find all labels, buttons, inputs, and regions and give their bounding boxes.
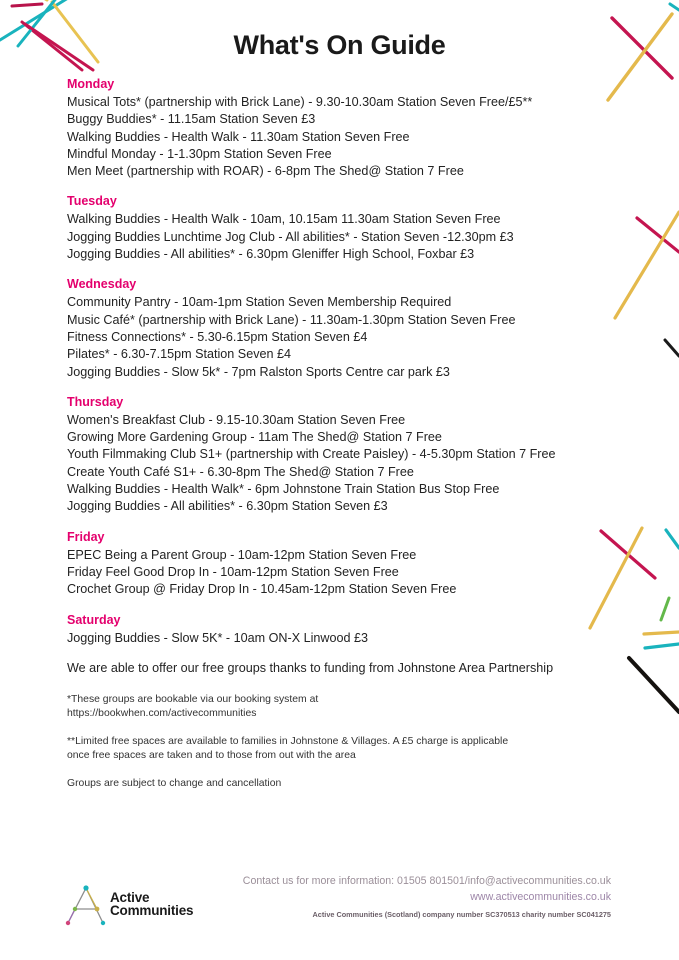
note-paragraph	[67, 777, 612, 791]
day-heading-wednesday: Wednesday	[67, 277, 137, 292]
day-heading-friday: Friday	[67, 529, 105, 544]
day-heading-monday: Monday	[67, 77, 115, 91]
event-line: Friday Feel Good Drop In - 10am-12pm Station Seven Free	[67, 564, 399, 579]
event-line: Crochet Group @ Friday Drop In - 10.45am-12pm Station Seven Free	[67, 582, 457, 597]
event-line: Jogging Buddies - All abilities* - 6.30pm Station Seven £3	[67, 499, 388, 514]
contact-block	[181, 874, 611, 922]
event-line: Women's Breakfast Club - 9.15-10.30am Station Seven Free	[67, 412, 406, 427]
logo-line-communities: Communities	[110, 903, 194, 918]
funding-note: We are able to offer our free groups thanks to funding from Johnstone Area Partnership	[67, 660, 554, 675]
note-paragraph	[67, 735, 612, 763]
contact-info: Contact us for more information: 01505 801501/info@activecommunities.co.uk	[242, 875, 611, 887]
day-block	[67, 612, 612, 647]
note-paragraph	[67, 693, 612, 721]
page-footer	[0, 872, 679, 942]
event-line: Walking Buddies - Health Walk - 11.30am Station Seven Free	[67, 129, 410, 144]
note-line: once free spaces are taken and to those from out with the area	[67, 749, 356, 761]
event-line: Jogging Buddies - Slow 5k* - 7pm Ralston Sports Centre car park £3	[67, 364, 450, 379]
page-title: What's On Guide	[233, 30, 446, 60]
notes-list	[67, 693, 612, 791]
schedule-list	[67, 76, 612, 647]
event-line: Jogging Buddies Lunchtime Jog Club - All abilities* - Station Seven -12.30pm £3	[67, 229, 514, 244]
event-line: Mindful Monday - 1-1.30pm Station Seven Free	[67, 146, 332, 161]
day-heading-saturday: Saturday	[67, 612, 121, 627]
active-communities-logo	[63, 880, 193, 928]
event-line: Music Café* (partnership with Brick Lane) - 11.30am-1.30pm Station Seven Free	[67, 312, 516, 327]
day-block	[67, 276, 612, 380]
event-line: Men Meet (partnership with ROAR) - 6-8pm The Shed@ Station 7 Free	[67, 164, 464, 179]
event-line: Buggy Buddies* - 11.15am Station Seven £3	[67, 112, 316, 127]
day-block	[67, 193, 612, 263]
event-line: Musical Tots* (partnership with Brick Lane) - 9.30-10.30am Station Seven Free/£5**	[67, 95, 533, 109]
note-line: https://bookwhen.com/activecommunities	[67, 707, 257, 719]
day-heading-thursday: Thursday	[67, 394, 124, 409]
note-line: Groups are subject to change and cancellation	[67, 777, 282, 789]
event-line: Walking Buddies - Health Walk* - 6pm Johnstone Train Station Bus Stop Free	[67, 482, 500, 497]
event-line: Pilates* - 6.30-7.15pm Station Seven £4	[67, 347, 292, 362]
event-line: Growing More Gardening Group - 11am The Shed@ Station 7 Free	[67, 430, 442, 445]
logo-a-mark	[63, 881, 109, 927]
note-line: **Limited free spaces are available to families in Johnstone & Villages. A £5 charge is applicable	[67, 735, 509, 747]
day-block	[67, 529, 612, 599]
note-line: *These groups are bookable via our booking system at	[67, 693, 319, 705]
logo-line-active: Active	[110, 889, 150, 905]
event-line: Jogging Buddies - All abilities* - 6.30pm Gleniffer High School, Foxbar £3	[67, 247, 475, 262]
day-block	[67, 76, 612, 180]
event-line: Youth Filmmaking Club S1+ (partnership with Create Paisley) - 4-5.30pm Station 7 Free	[67, 447, 556, 462]
event-line: Create Youth Café S1+ - 6.30-8pm The Shed@ Station 7 Free	[67, 464, 414, 479]
day-heading-tuesday: Tuesday	[67, 194, 117, 209]
event-line: Community Pantry - 10am-1pm Station Seven Membership Required	[67, 295, 452, 310]
website-link[interactable]: www.activecommunities.co.uk	[470, 890, 611, 903]
event-line: Fitness Connections* - 5.30-6.15pm Station Seven £4	[67, 329, 368, 344]
schedule-content	[67, 76, 612, 805]
event-line: EPEC Being a Parent Group - 10am-12pm Station Seven Free	[67, 547, 417, 562]
event-line: Jogging Buddies - Slow 5K* - 10am ON-X Linwood £3	[67, 630, 369, 645]
day-block	[67, 394, 612, 516]
legal-registration: Active Communities (Scotland) company number SC370513 charity number SC041275	[312, 910, 611, 919]
event-line: Walking Buddies - Health Walk - 10am, 10.15am 11.30am Station Seven Free	[67, 212, 501, 227]
